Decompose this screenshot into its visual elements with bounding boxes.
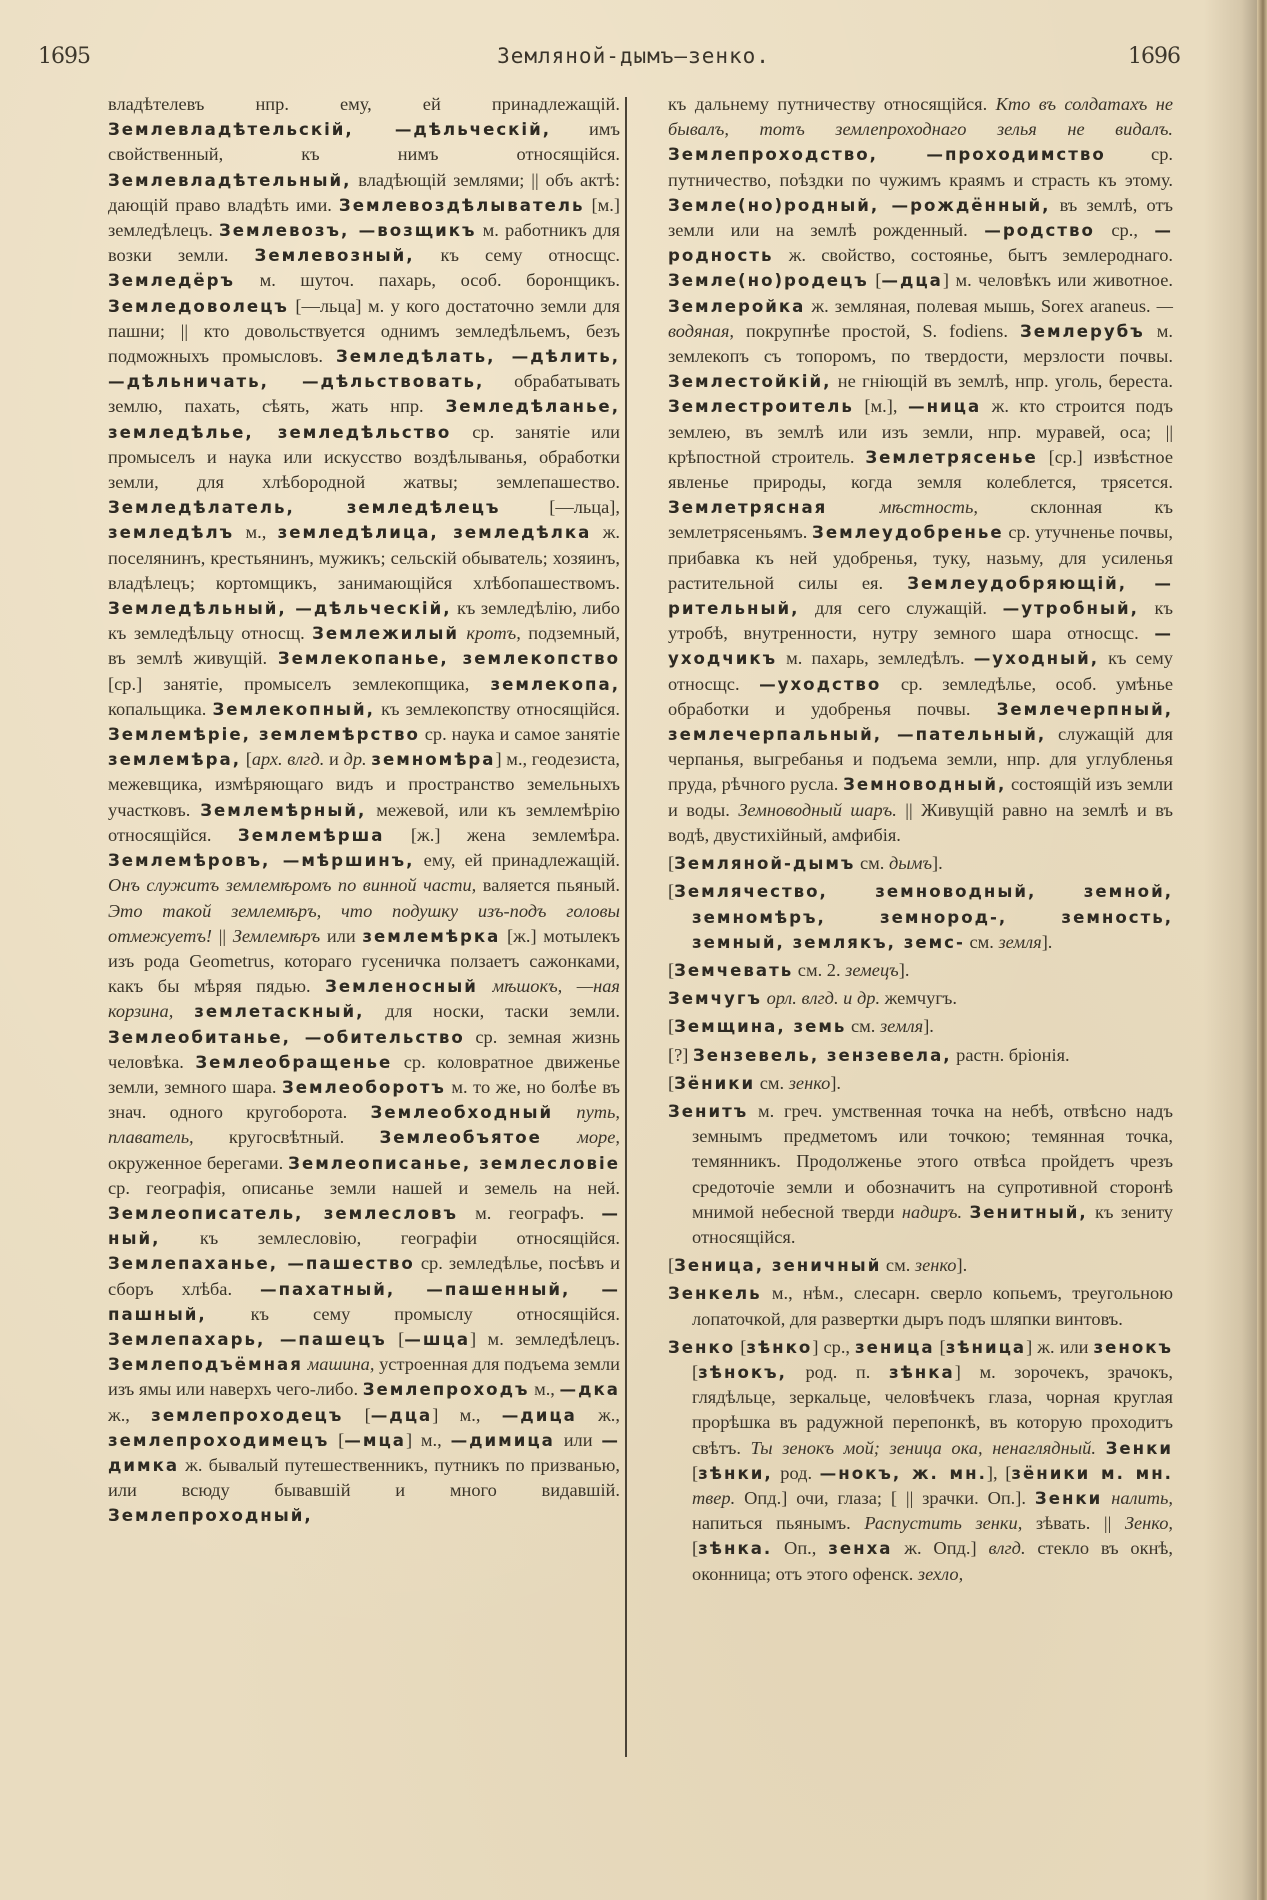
headword: —ный, bbox=[108, 1203, 620, 1249]
dictionary-entry: [?] Зензевель, зензевела, растн. бріонія. bbox=[668, 1044, 1070, 1065]
headword: Земленосный bbox=[325, 977, 478, 997]
headword: Землежилый bbox=[312, 624, 460, 644]
italic-phrase: кротъ, bbox=[466, 623, 521, 644]
italic-phrase: Зенко, bbox=[1124, 1513, 1173, 1534]
headword: —дица bbox=[501, 1405, 577, 1425]
italic-phrase: Ты зенокъ мой; зеница ока, ненаглядный. bbox=[750, 1437, 1096, 1458]
headword: Зенки bbox=[1105, 1438, 1173, 1458]
dictionary-entry-block: владѣтелевъ нпр. ему, ей принадлежащій. Землевладѣтельскій, —дѣльческій, имъ свойственный, къ нимъ относящійся. Землевладѣтельный, владѣющій землями; || объ актѣ: дающій право владѣть ими. Землевоздѣлыватель [м.] земледѣлецъ. Землевозъ, —возщикъ м. работникъ для возки земли. Землевозный, къ сему относщс. Земледёръ м. шуточ. пахарь, особ. боронщикъ. Земледоволецъ [—льца] м. у кого достаточно земли для пашни; || кто довольствуется однимъ земледѣльемъ, безъ подможныхъ промысловъ. Земледѣлать, —дѣлить, —дѣльничать, —дѣльствовать, обрабатывать землю, пахать, сѣять, жать нпр. Земледѣланье, земледѣлье, земледѣльство ср. занятіе или промыселъ и наука или искусство воздѣлыванья, обработки земли, для хлѣбородной жатвы; землепашество. Земледѣлатель, земледѣлецъ [—льца], земледѣлъ м., земледѣлица, земледѣлка ж. поселянинъ, крестьянинъ, мужикъ; сельскій обыватель; хозяинъ, владѣлецъ; кортомщикъ, занимающійся хлѣбопашествомъ. Земледѣльный, —дѣльческій, къ земледѣлію, либо къ земледѣльцу относщ. Землежилый кротъ, подземный, въ землѣ живущій. Землекопанье, землекопство [ср.] занятіе, промыселъ землекопщика, землекопа, копальщика. Землекопный, къ землекопству относящійся. Землемѣріе, землемѣрство ср. наука и самое занятіе землемѣра, [арх. влгд. и др. земномѣра] м., геодезиста, межевщика, измѣряющаго видъ и пространство земельныхъ участковъ. Землемѣрный, межевой, или къ землемѣрію относящійся. Землемѣрша [ж.] жена землемѣра. Землемѣровъ, —мѣршинъ, ему, ей принадлежащій. Онъ служитъ землемѣромъ по винной части, валяется пьяный. Это такой землемѣръ, что подушку изъ-подъ головы отмежуетъ! || Землемѣръ или землемѣрка [ж.] мотылекъ изъ рода Geometrus, котораго гусеничка ползаетъ сажонками, какъ бы мѣряя пядью. Земленосный мѣшокъ, —ная корзина, землетаскный, для носки, таски земли. Землеобитанье, —обительство ср. земная жизнь человѣка. Землеобращенье ср. коловратное движенье земли, земного шара. Землеоборотъ м. то же, но болѣе въ знач. одного кругоборота. Землеобходный путь, плаватель, кругосвѣтный. Землеобъятое море, окруженное берегами. Землеописанье, землесловіе ср. географія, описанье земли нашей и земель на ней. Землеописатель, землесловъ м. географъ. —ный, къ землесловію, географіи относящійся. Землепаханье, —пашество ср. земледѣлье, посѣвъ и сборъ хлѣба. —пахатный, —пашенный, —пашный, къ сему промыслу относящійся. Землепахарь, —пашецъ [—шца] м. земледѣлецъ. Землеподъёмная машина, устроенная для подъема земли изъ ямы или наверхъ чего-либо. Землепроходъ м., —дка ж., землепроходецъ [—дца] м., —дица ж., землепроходимецъ [—мца] м., —димица или —димка ж. бывалый путешественникъ, путникъ по призванью, или всюду бывавшій и много видавшій. Землепроходный, bbox=[108, 94, 621, 1526]
headword: Землеподъёмная bbox=[108, 1355, 303, 1375]
headword: землемѣрка bbox=[362, 926, 501, 946]
italic-phrase: налить, bbox=[1111, 1487, 1173, 1508]
italic-phrase: зенко bbox=[788, 1072, 831, 1093]
headword: Земщина, земь bbox=[674, 1017, 847, 1037]
headword: Зенитъ bbox=[668, 1101, 749, 1121]
headword: Землеописанье, землесловіе bbox=[288, 1153, 620, 1173]
headword: —ница bbox=[907, 397, 982, 417]
headword: —нокъ, ж. мн. bbox=[819, 1463, 987, 1483]
headword: Землепроходъ bbox=[362, 1380, 530, 1400]
headword: зѣнокъ, bbox=[698, 1362, 787, 1382]
headword: Земле(но)родный, —рождённый, bbox=[668, 195, 1051, 215]
headword: Землемѣрный, bbox=[200, 800, 367, 820]
headword: —мца bbox=[344, 1430, 406, 1450]
headword: зѣнка. bbox=[698, 1539, 773, 1559]
headword: Землекопанье, землекопство bbox=[277, 649, 620, 669]
headword: —дка bbox=[559, 1380, 620, 1400]
headword: Землеобращенье bbox=[195, 1052, 393, 1072]
headword: —дца bbox=[370, 1405, 433, 1425]
headword: зѣнки, bbox=[698, 1463, 773, 1483]
headword: земледѣлица, земледѣлка bbox=[277, 523, 592, 543]
headword: землепроходецъ bbox=[151, 1405, 344, 1425]
italic-phrase: путь, плаватель, bbox=[108, 1102, 620, 1148]
headword: —дца bbox=[881, 271, 943, 291]
headword: Землевоздѣлыватель bbox=[338, 195, 585, 215]
headword: Земчугъ bbox=[668, 989, 762, 1009]
headword: Землерубъ bbox=[1019, 321, 1145, 341]
dictionary-entry: [Зёники см. зенко]. bbox=[668, 1072, 842, 1093]
headword: Землеройка bbox=[668, 296, 806, 316]
italic-phrase: арх. влгд. bbox=[251, 749, 325, 770]
headword: Землеудобряющій, —рительный, bbox=[668, 573, 1173, 619]
headword: земномѣра bbox=[371, 750, 496, 770]
page-header bbox=[0, 44, 1267, 74]
headword: Зенко bbox=[668, 1337, 736, 1357]
headword: Землечерпный, землечерпальный, —пательный, bbox=[668, 699, 1173, 745]
dictionary-entry: [Земщина, земь см. земля]. bbox=[668, 1016, 934, 1037]
headword: —шца bbox=[404, 1329, 471, 1349]
headword: —уходство bbox=[759, 674, 882, 694]
headword: Земледѣланье, земледѣлье, земледѣльство bbox=[108, 397, 620, 442]
italic-phrase: надиръ. bbox=[901, 1201, 963, 1222]
italic-phrase: дымъ bbox=[888, 853, 932, 874]
italic-phrase: море, bbox=[577, 1127, 620, 1148]
dictionary-entry: Земчугъ орл. влгд. и др. жемчугъ. bbox=[668, 988, 958, 1009]
headword: Земледёръ bbox=[108, 271, 236, 291]
italic-phrase: влгд. bbox=[988, 1538, 1026, 1559]
headword: Землемѣрша bbox=[237, 825, 385, 845]
headword: —уходный, bbox=[973, 649, 1100, 669]
headword: —родность bbox=[668, 221, 1174, 266]
right-column bbox=[668, 92, 1173, 1587]
headword: Земляной-дымъ bbox=[674, 854, 856, 874]
dictionary-entry: [Земчевать см. 2. земецъ]. bbox=[668, 959, 910, 980]
italic-phrase: зенко bbox=[914, 1255, 957, 1276]
headword: Земледѣлатель, земледѣлецъ bbox=[108, 498, 501, 518]
dictionary-entry: Зенитъ м. греч. умственная точка на небѣ, отвѣсно надъ земнымъ предметомъ или точкою; темянная точка, темянникъ. Продолженье этого отвѣса пройдетъ чрезъ средоточіе земли и обозначитъ на супротивной сторонѣ мнимой небесной тверди надиръ. Зенитный, къ зениту относящійся. bbox=[668, 1100, 1173, 1247]
dictionary-entry: [Земляной-дымъ см. дымъ]. bbox=[668, 853, 943, 874]
headword: Земле(но)родецъ bbox=[668, 271, 869, 291]
headword: зѣница bbox=[945, 1337, 1027, 1357]
italic-phrase: твер. bbox=[692, 1487, 736, 1508]
headword: Землекопный, bbox=[212, 699, 375, 719]
headword: Землевозный, bbox=[254, 246, 415, 266]
italic-phrase: орл. влгд. и др. bbox=[766, 988, 881, 1009]
headword: Землетрясная bbox=[668, 498, 828, 518]
running-title: Земляной-дымъ—зенко. bbox=[497, 44, 770, 68]
headword: Земчевать bbox=[674, 960, 794, 980]
italic-phrase: земля bbox=[998, 931, 1042, 952]
headword: зеница bbox=[855, 1337, 935, 1357]
headword: Землеобходный bbox=[370, 1103, 554, 1123]
headword: землепроходимецъ bbox=[108, 1430, 330, 1450]
dictionary-entry: [Зеница, зеничный см. зенко]. bbox=[668, 1255, 968, 1276]
dictionary-entry: къ дальнему путничеству относящійся. Кто въ солдатахъ не бывалъ, тотъ землепроходнаго зелья не видалъ. Землепроходство, —проходимство ср. путничество, поѣздки по чужимъ краямъ и страсть къ этому. Земле(но)родный, —рождённый, въ землѣ, отъ земли или на землѣ рожденный. —родство ср., —родность ж. свойство, состоянье, бытъ землероднаго. Земле(но)родецъ [—дца] м. человѣкъ или животное. Землеройка ж. земляная, полевая мышь, Sorex araneus. —водяная, покрупнѣе простой, S. fodiens. Землерубъ м. землекопъ съ топоромъ, по твердости, мерзлости почвы. Землестойкій, не гніющій въ землѣ, нпр. уголь, береста. Землестроитель [м.], —ница ж. кто строится подъ землею, въ землѣ или изъ земли, нпр. муравей, оса; || крѣпостной строитель. Землетрясенье [ср.] извѣстное явленье природы, когда земля колеблется, трясется. Землетрясная мѣстность, склонная къ землетрясеньямъ. Землеудобренье ср. утучненье почвы, прибавка къ ней удобренья, туку, назьму, для усиленья растительной силы ея. Землеудобряющій, —рительный, для сего служащій. —утробный, къ утробѣ, внутренности, нутру земного шара относщс. —уходчикъ м. пахарь, земледѣлъ. —уходный, къ сему относщс. —уходство ср. земледѣлье, особ. умѣнье обработки и удобренья почвы. Землечерпный, землечерпальный, —пательный, служащій для черпанья, выгребанья и подъема земли, нпр. для углубленья пруда, рѣчного русла. Земноводный, состоящій изъ земли и воды. Земноводный шаръ. || Живущій равно на землѣ и въ водѣ, двустихійный, амфибія. bbox=[668, 94, 1174, 845]
headword: зенокъ bbox=[1093, 1337, 1173, 1357]
page-number-left: 1695 bbox=[38, 44, 90, 69]
headword: Землестойкій, bbox=[668, 372, 832, 392]
dictionary-entry: [Землячество, земноводный, земной, земномѣръ, земнород-, земность, земный, землякъ, земс- см. земля]. bbox=[668, 881, 1173, 952]
italic-phrase: Земноводный шаръ. bbox=[738, 799, 897, 820]
headword: Землетрясенье bbox=[865, 447, 1038, 467]
headword: землемѣра, bbox=[108, 750, 242, 770]
headword: Землестроитель bbox=[668, 397, 854, 417]
headword: —пахатный, —пашенный, —пашный, bbox=[108, 1279, 620, 1324]
italic-phrase: др. bbox=[343, 749, 367, 770]
italic-phrase: Онъ служитъ землемѣромъ по винной части, bbox=[108, 875, 477, 896]
italic-phrase: Кто въ солдатахъ не бывалъ, тотъ землепроходнаго зелья не видалъ. bbox=[668, 94, 1174, 140]
headword: Землеобъятое bbox=[379, 1128, 542, 1148]
italic-phrase: мѣшокъ, —ная корзина, bbox=[108, 976, 620, 1022]
headword: —родство bbox=[984, 221, 1095, 241]
headword: зёники м. мн. bbox=[1011, 1463, 1173, 1483]
headword: —димица bbox=[450, 1430, 555, 1450]
headword: Зеница, зеничный bbox=[674, 1256, 882, 1276]
dictionary-entry: Зенко [зѣнко] ср., зеница [зѣница] ж. или зенокъ [зѣнокъ, род. п. зѣнка] м. зорочекъ, зрачокъ, глядѣльце, зеркальце, человѣчекъ глаза, чорная круглая прорѣшка въ радужной перепонкѣ, въ которую проходитъ свѣтъ. Ты зенокъ мой; зеница ока, ненаглядный. Зенки [зѣнки, род. —нокъ, ж. мн.], [зёники м. мн. твер. Опд.] очи, глаза; [ || зрачки. Оп.]. Зенки налить, напиться пьянымъ. Распустить зенки, зѣвать. || Зенко, [зѣнка. Оп., зенха ж. Опд.] влгд. стекло въ окнѣ, оконница; отъ этого офенск. зехло, bbox=[668, 1336, 1173, 1584]
italic-phrase: машина, bbox=[307, 1354, 375, 1375]
headword: Землеоборотъ bbox=[282, 1077, 446, 1097]
headword: Землеобитанье, —обительство bbox=[108, 1027, 465, 1047]
headword: Землемѣріе, землемѣрство bbox=[108, 725, 420, 745]
headword: Землемѣровъ, —мѣршинъ, bbox=[108, 851, 415, 871]
italic-phrase: зехло, bbox=[917, 1563, 964, 1584]
italic-phrase: земецъ bbox=[845, 959, 899, 980]
headword: Зенкель bbox=[668, 1284, 762, 1304]
headword: Зензевель, зензевела, bbox=[693, 1045, 952, 1065]
headword: —уходчикъ bbox=[668, 624, 1173, 669]
headword: зѣнка bbox=[888, 1362, 955, 1382]
headword: Землепроходный, bbox=[108, 1506, 313, 1526]
headword: —димка bbox=[108, 1430, 620, 1475]
headword: землетаскный, bbox=[194, 1002, 365, 1022]
headword: Земледѣльный, —дѣльческій, bbox=[108, 599, 452, 619]
italic-phrase: Распустить зенки, bbox=[864, 1513, 1023, 1534]
headword: Землячество, земноводный, земной, земномѣръ, земнород-, земность, земный, землякъ, земс- bbox=[674, 882, 1173, 952]
column-divider bbox=[625, 97, 627, 1757]
headword: Землеудобренье bbox=[812, 523, 1004, 543]
italic-phrase: —водяная, bbox=[668, 295, 1173, 341]
headword: Землевозъ, —возщикъ bbox=[218, 221, 477, 241]
headword: зенха bbox=[828, 1539, 893, 1559]
headword: Землепроходство, —проходимство bbox=[668, 145, 1106, 165]
headword: Земледоволецъ bbox=[108, 296, 289, 316]
headword: Землепахарь, —пашецъ bbox=[108, 1329, 387, 1349]
headword: землекопа, bbox=[490, 674, 620, 694]
headword: зѣнко bbox=[746, 1337, 813, 1357]
page-number-right: 1696 bbox=[1128, 44, 1180, 69]
italic-phrase: Это такой землемѣръ, что подушку изъ-подъ головы отмежуетъ! bbox=[108, 900, 620, 946]
italic-phrase: мѣстность, bbox=[879, 497, 978, 518]
headword: Землевладѣтельскій, —дѣльческій, bbox=[108, 120, 552, 140]
headword: Зенки bbox=[1034, 1488, 1103, 1508]
headword: земледѣлъ bbox=[108, 523, 235, 543]
headword: —утробный, bbox=[1002, 599, 1139, 619]
italic-phrase: Землемѣръ bbox=[232, 925, 321, 946]
headword: Земледѣлать, —дѣлить, —дѣльничать, —дѣльствовать, bbox=[108, 347, 620, 392]
headword: Зёники bbox=[674, 1073, 756, 1093]
dictionary-entry: Зенкель м., нѣм., слесарн. сверло копьемъ, треугольною лопаточкой, для развертки дыръ подъ шляпки винтовъ. bbox=[668, 1283, 1173, 1329]
headword: Землеописатель, землесловъ bbox=[108, 1203, 458, 1223]
book-binding-edge bbox=[1257, 0, 1267, 1900]
headword: Землевладѣтельный, bbox=[108, 170, 352, 190]
headword: Зенитный, bbox=[969, 1202, 1088, 1222]
italic-phrase: земля bbox=[880, 1016, 924, 1037]
left-column bbox=[108, 92, 620, 1529]
headword: Земноводный, bbox=[843, 775, 1007, 795]
headword: Землепаханье, —пашество bbox=[108, 1254, 415, 1274]
